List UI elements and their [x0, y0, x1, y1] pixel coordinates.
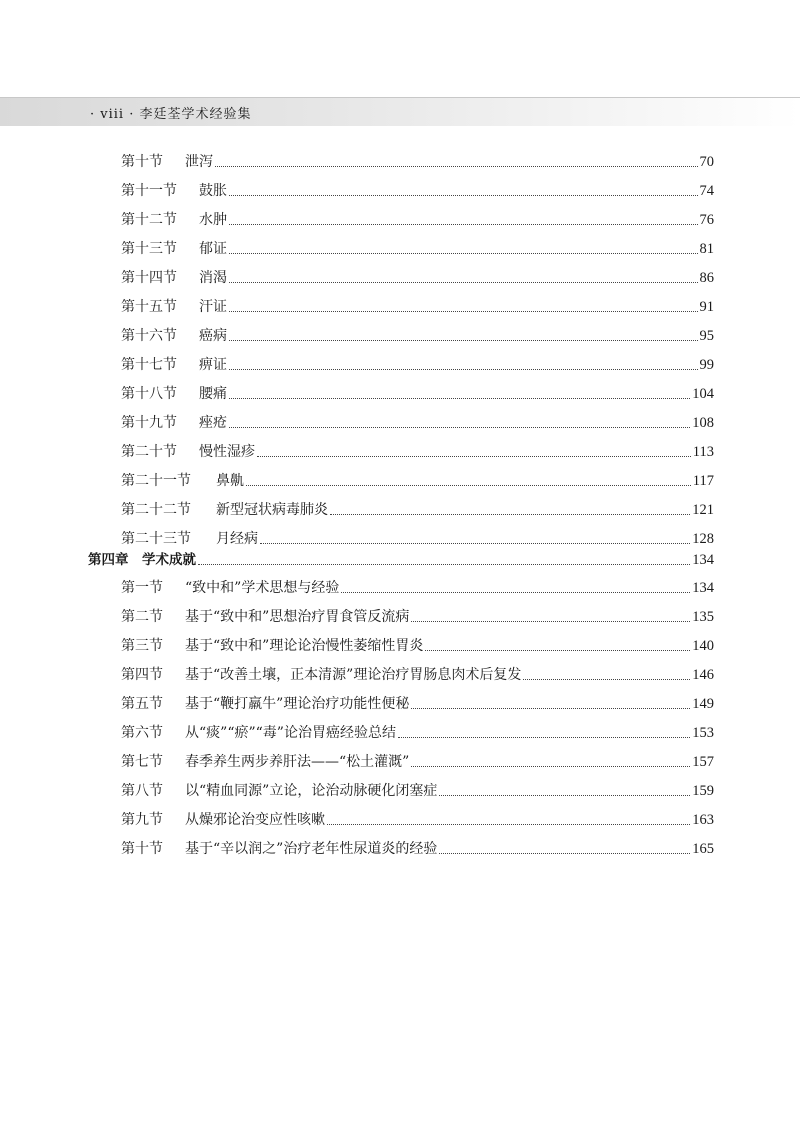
toc-entry-title: 月经病 — [216, 531, 258, 547]
running-header-title: · viii · 李廷荃学术经验集 — [90, 107, 252, 122]
toc-entry-title: 春季养生两步养肝法——“松土灌溉” — [185, 754, 410, 770]
toc-entry-number: 第七节 — [121, 754, 163, 770]
toc-entry-page: 70 — [699, 154, 714, 170]
toc-entry-page: 134 — [692, 580, 714, 596]
toc-entry-title: 泄泻 — [185, 154, 213, 170]
dot-leader — [425, 649, 690, 651]
toc-entry-number: 第四节 — [121, 667, 163, 683]
toc-entry-number: 第十八节 — [121, 386, 177, 402]
toc-entry-page: 157 — [692, 754, 714, 770]
dot-leader — [198, 563, 690, 565]
toc-entry-page: 165 — [692, 841, 714, 857]
toc-entry-title: 鼻鼽 — [216, 473, 244, 489]
toc-entry-title: 基于“致中和”思想治疗胃食管反流病 — [185, 609, 410, 625]
toc-entry-page: 76 — [699, 212, 714, 228]
toc-entry-title: 消渴 — [199, 270, 227, 286]
toc-entry-title: 从“痰”“瘀”“毒”论治胃癌经验总结 — [185, 725, 396, 741]
toc-entry[interactable] — [121, 496, 714, 520]
toc-entry-number: 第十五节 — [121, 299, 177, 315]
toc-entry[interactable] — [121, 293, 714, 317]
toc-entry-number: 第十九节 — [121, 415, 177, 431]
toc-entry-page: 113 — [692, 444, 714, 460]
toc-entry-page: 146 — [692, 667, 714, 683]
toc-entry-page: 128 — [692, 531, 714, 547]
toc-entry-title: “致中和”学术思想与经验 — [185, 580, 340, 596]
toc-entry-title: 腰痛 — [199, 386, 227, 402]
dot-leader — [411, 620, 690, 622]
dot-leader — [439, 794, 690, 796]
dot-leader — [229, 426, 690, 428]
toc-entry-number: 第二十节 — [121, 444, 177, 460]
toc-entry-page: 135 — [692, 609, 714, 625]
toc-chapter-entry[interactable] — [88, 546, 714, 570]
toc-entry-number: 第三节 — [121, 638, 163, 654]
toc-entry[interactable] — [121, 661, 714, 685]
toc-entry[interactable] — [121, 719, 714, 743]
toc-entry-title: 慢性湿疹 — [199, 444, 255, 460]
toc-entry-page: 104 — [692, 386, 714, 402]
toc-entry-title: 新型冠状病毒肺炎 — [216, 502, 328, 518]
toc-entry[interactable] — [121, 264, 714, 288]
dot-leader — [327, 823, 690, 825]
running-header — [0, 97, 800, 126]
toc-entry-page: 108 — [692, 415, 714, 431]
toc-entry-page: 99 — [699, 357, 714, 373]
dot-leader — [229, 397, 690, 399]
toc-entry[interactable] — [121, 603, 714, 627]
toc-entry-number: 第二十一节 — [121, 473, 191, 489]
dot-leader — [523, 678, 690, 680]
toc-entry[interactable] — [121, 177, 714, 201]
toc-entry-title: 基于“改善土壤，正本清源”理论治疗胃肠息肉术后复发 — [185, 667, 522, 683]
toc-entry[interactable] — [121, 748, 714, 772]
toc-entry-page: 163 — [692, 812, 714, 828]
dot-leader — [229, 281, 698, 283]
dot-leader — [398, 736, 690, 738]
toc-entry-number: 第十七节 — [121, 357, 177, 373]
dot-leader — [260, 542, 690, 544]
toc-entry[interactable] — [121, 206, 714, 230]
toc-entry[interactable] — [121, 806, 714, 830]
toc-entry-page: 91 — [699, 299, 714, 315]
dot-leader — [229, 310, 698, 312]
toc-entry-title: 以“精血同源”立论，论治动脉硬化闭塞症 — [185, 783, 438, 799]
toc-entry-title: 痹证 — [199, 357, 227, 373]
dot-leader — [439, 852, 690, 854]
toc-entry-title: 基于“致中和”理论论治慢性萎缩性胃炎 — [185, 638, 424, 654]
toc-chapter-title: 学术成就 — [142, 552, 196, 568]
toc-chapter-number: 第四章 — [88, 552, 129, 568]
toc-entry-title: 痤疮 — [199, 415, 227, 431]
toc-entry-title: 郁证 — [199, 241, 227, 257]
toc-entry-page: 95 — [699, 328, 714, 344]
toc-entry-page: 121 — [692, 502, 714, 518]
toc-entry-number: 第十节 — [121, 841, 163, 857]
dot-leader — [215, 165, 698, 167]
toc-entry-number: 第十二节 — [121, 212, 177, 228]
toc-entry[interactable] — [121, 632, 714, 656]
toc-entry-title: 基于“鞭打羸牛”理论治疗功能性便秘 — [185, 696, 410, 712]
toc-entry[interactable] — [121, 835, 714, 859]
toc-entry-number: 第二节 — [121, 609, 163, 625]
dot-leader — [229, 339, 698, 341]
toc-entry-number: 第八节 — [121, 783, 163, 799]
toc-entry[interactable] — [121, 380, 714, 404]
dot-leader — [257, 455, 691, 457]
toc-entry-number: 第十节 — [121, 154, 163, 170]
toc-entry-number: 第九节 — [121, 812, 163, 828]
toc-entry-page: 149 — [692, 696, 714, 712]
toc-entry[interactable] — [121, 438, 714, 462]
toc-entry-number: 第二十二节 — [121, 502, 191, 518]
toc-entry-title: 基于“辛以润之”治疗老年性尿道炎的经验 — [185, 841, 438, 857]
toc-entry-number: 第五节 — [121, 696, 163, 712]
dot-leader — [246, 484, 691, 486]
dot-leader — [330, 513, 690, 515]
toc-entry[interactable] — [121, 322, 714, 346]
toc-entry-page: 117 — [692, 473, 714, 489]
dot-leader — [229, 194, 698, 196]
toc-entry-title: 水肿 — [199, 212, 227, 228]
toc-entry-page: 140 — [692, 638, 714, 654]
toc-entry-page: 86 — [699, 270, 714, 286]
toc-entry[interactable] — [121, 467, 714, 491]
dot-leader — [229, 223, 698, 225]
toc-entry-title: 鼓胀 — [199, 183, 227, 199]
dot-leader — [411, 707, 690, 709]
dot-leader — [229, 368, 698, 370]
toc-entry-page: 81 — [699, 241, 714, 257]
toc-entry-number: 第十三节 — [121, 241, 177, 257]
toc-entry[interactable] — [121, 351, 714, 375]
toc-entry[interactable] — [121, 777, 714, 801]
toc-entry[interactable] — [121, 148, 714, 172]
toc-entry-title: 从燥邪论治变应性咳嗽 — [185, 812, 325, 828]
toc-entry-number: 第十一节 — [121, 183, 177, 199]
toc-entry-number: 第一节 — [121, 580, 163, 596]
toc-entry-page: 153 — [692, 725, 714, 741]
dot-leader — [341, 591, 690, 593]
toc-entry-number: 第六节 — [121, 725, 163, 741]
toc-entry[interactable] — [121, 235, 714, 259]
toc-entry-number: 第二十三节 — [121, 531, 191, 547]
toc-entry[interactable] — [121, 574, 714, 598]
toc-entry-page: 159 — [692, 783, 714, 799]
toc-entry-title: 汗证 — [199, 299, 227, 315]
toc-entry-number: 第十六节 — [121, 328, 177, 344]
toc-entry-title: 癌病 — [199, 328, 227, 344]
toc-entry[interactable] — [121, 409, 714, 433]
toc-entry-number: 第十四节 — [121, 270, 177, 286]
dot-leader — [411, 765, 690, 767]
dot-leader — [229, 252, 698, 254]
toc-entry-page: 74 — [699, 183, 714, 199]
toc-chapter-page: 134 — [692, 552, 714, 568]
toc-entry[interactable] — [121, 690, 714, 714]
